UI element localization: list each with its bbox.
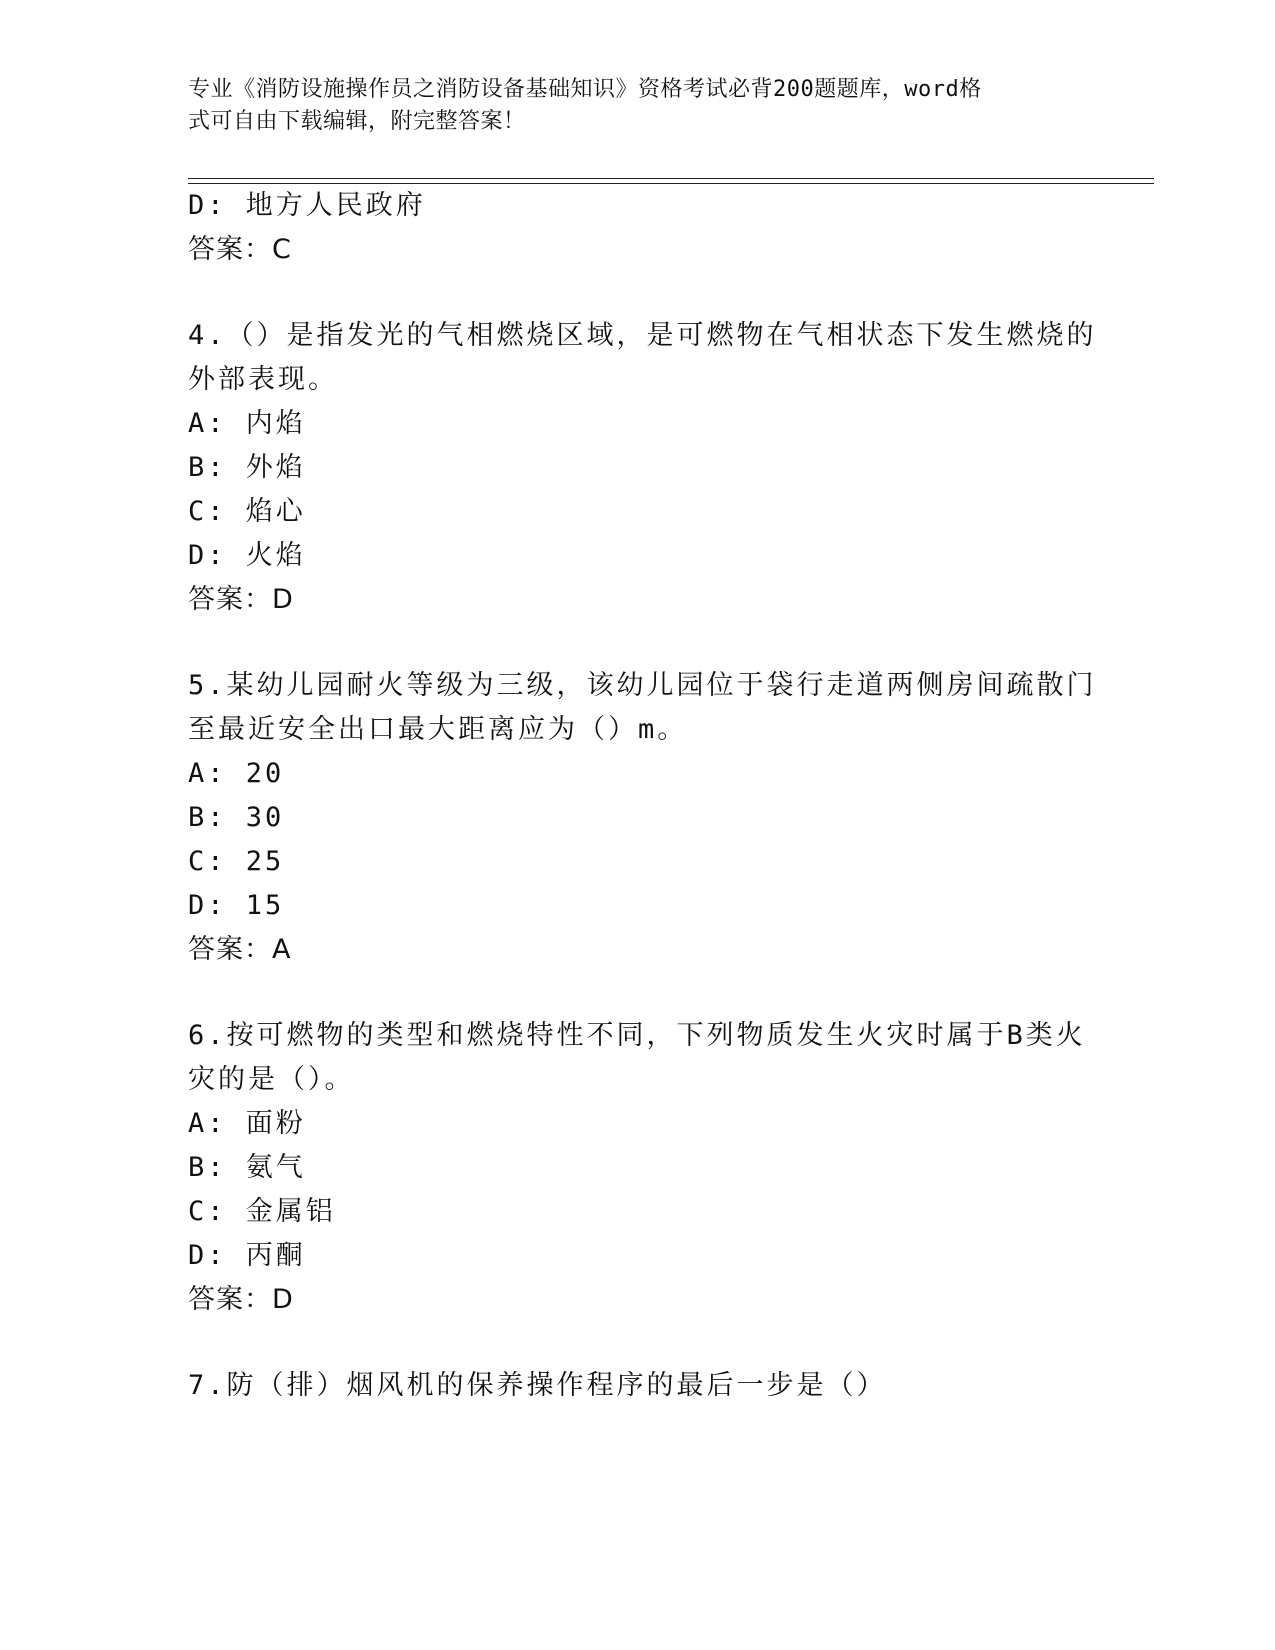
question-4-option-b: B: 外焰 xyxy=(188,452,306,483)
question-6-option-c: C: 金属铝 xyxy=(188,1196,336,1227)
question-6-option-a: A: 面粉 xyxy=(188,1108,306,1139)
prev-option-d: D: 地方人民政府 xyxy=(188,190,426,221)
question-5-option-c: C: 25 xyxy=(188,846,285,877)
question-5-option-d: D: 15 xyxy=(188,890,285,921)
question-4-stem-line-2: 外部表现。 xyxy=(188,364,338,395)
question-5-stem-line-1: 5.某幼儿园耐火等级为三级，该幼儿园位于袋行走道两侧房间疏散门 xyxy=(188,670,1097,701)
header-divider-bottom xyxy=(188,183,1154,184)
header-line-1: 专业《消防设施操作员之消防设备基础知识》资格考试必背200题题库，word格 xyxy=(188,77,982,102)
question-6-stem-line-2: 灾的是（）。 xyxy=(188,1064,355,1095)
question-5-option-b: B: 30 xyxy=(188,802,285,833)
question-5-stem-line-2: 至最近安全出口最大距离应为（）m。 xyxy=(188,714,688,745)
prev-answer: 答案：C xyxy=(188,234,292,265)
header-line-2: 式可自由下载编辑，附完整答案！ xyxy=(188,109,526,134)
question-4-answer: 答案：D xyxy=(188,584,294,615)
question-5-answer: 答案：A xyxy=(188,934,292,965)
question-4-stem-line-1: 4.（）是指发光的气相燃烧区域，是可燃物在气相状态下发生燃烧的 xyxy=(188,320,1097,351)
question-4-option-a: A: 内焰 xyxy=(188,408,306,439)
document-header xyxy=(188,74,1068,138)
question-4-option-c: C: 焰心 xyxy=(188,496,306,527)
question-4-option-d: D: 火焰 xyxy=(188,540,306,571)
header-divider-top xyxy=(188,178,1154,179)
question-5-option-a: A: 20 xyxy=(188,758,285,789)
question-6-stem-line-1: 6.按可燃物的类型和燃烧特性不同，下列物质发生火灾时属于B类火 xyxy=(188,1020,1086,1051)
question-6-answer: 答案：D xyxy=(188,1284,294,1315)
question-7-stem-line-1: 7.防（排）烟风机的保养操作程序的最后一步是（） xyxy=(188,1370,887,1401)
question-6-option-b: B: 氨气 xyxy=(188,1152,306,1183)
question-6-option-d: D: 丙酮 xyxy=(188,1240,306,1271)
